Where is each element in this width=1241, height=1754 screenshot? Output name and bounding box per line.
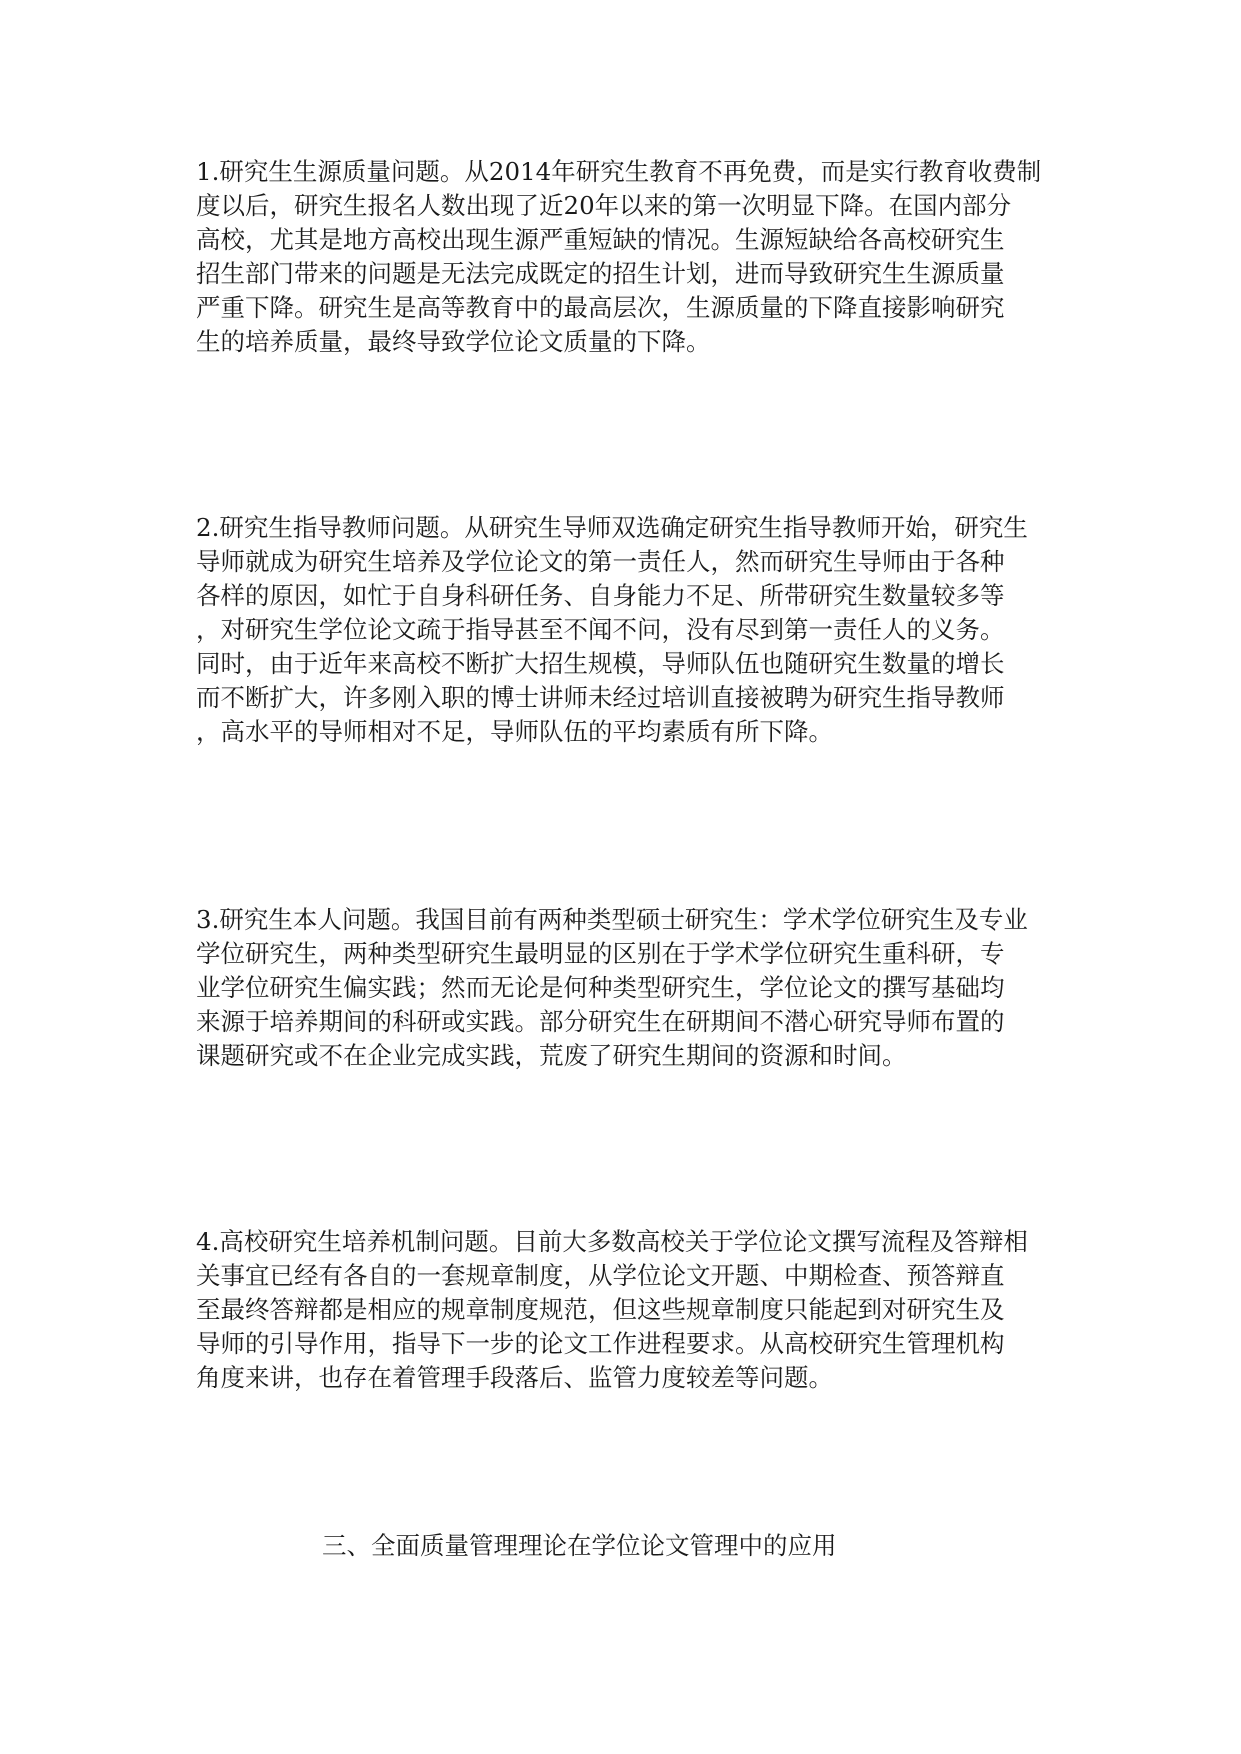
paragraph-line: 课题研究或不在企业完成实践，荒废了研究生期间的资源和时间。 <box>196 1041 907 1070</box>
paragraph-line: 3.研究生本人问题。我国目前有两种类型硕士研究生：学术学位研究生及专业 <box>196 905 1028 934</box>
paragraph-line: ，高水平的导师相对不足，导师队伍的平均素质有所下降。 <box>196 717 833 746</box>
paragraph-line: 至最终答辩都是相应的规章制度规范，但这些规章制度只能起到对研究生及 <box>196 1295 1005 1324</box>
paragraph-line: 招生部门带来的问题是无法完成既定的招生计划，进而导致研究生生源质量 <box>196 259 1005 288</box>
paragraph-line: 4.高校研究生培养机制问题。目前大多数高校关于学位论文撰写流程及答辩相 <box>196 1227 1028 1256</box>
paragraph-line: 1.研究生生源质量问题。从2014年研究生教育不再免费，而是实行教育收费制 <box>196 157 1042 186</box>
paragraph-line: 生的培养质量，最终导致学位论文质量的下降。 <box>196 327 711 356</box>
paragraph-line: ，对研究生学位论文疏于指导甚至不闻不问，没有尽到第一责任人的义务。 <box>196 615 1005 644</box>
paragraph-line: 严重下降。研究生是高等教育中的最高层次，生源质量的下降直接影响研究 <box>196 293 1005 322</box>
paragraph-line: 导师的引导作用，指导下一步的论文工作进程要求。从高校研究生管理机构 <box>196 1329 1005 1358</box>
paragraph-line: 学位研究生，两种类型研究生最明显的区别在于学术学位研究生重科研，专 <box>196 939 1005 968</box>
paragraph-student-self-issue <box>196 903 1048 1073</box>
paragraph-line: 而不断扩大，许多刚入职的博士讲师未经过培训直接被聘为研究生指导教师 <box>196 683 1005 712</box>
paragraph-line: 2.研究生指导教师问题。从研究生导师双选确定研究生指导教师开始，研究生 <box>196 513 1028 542</box>
paragraph-training-mechanism-issue <box>196 1225 1048 1395</box>
paragraph-line: 来源于培养期间的科研或实践。部分研究生在研期间不潜心研究导师布置的 <box>196 1007 1005 1036</box>
paragraph-line: 高校，尤其是地方高校出现生源严重短缺的情况。生源短缺给各高校研究生 <box>196 225 1005 254</box>
paragraph-line: 各样的原因，如忙于自身科研任务、自身能力不足、所带研究生数量较多等 <box>196 581 1005 610</box>
section-heading: 三、全面质量管理理论在学位论文管理中的应用 <box>322 1531 837 1560</box>
paragraph-line: 导师就成为研究生培养及学位论文的第一责任人，然而研究生导师由于各种 <box>196 547 1005 576</box>
paragraph-student-source-quality <box>196 155 1048 359</box>
paragraph-line: 角度来讲，也存在着管理手段落后、监管力度较差等问题。 <box>196 1363 833 1392</box>
paragraph-supervisor-issue <box>196 511 1048 749</box>
paragraph-line: 同时，由于近年来高校不断扩大招生规模，导师队伍也随研究生数量的增长 <box>196 649 1005 678</box>
paragraph-line: 度以后，研究生报名人数出现了近20年以来的第一次明显下降。在国内部分 <box>196 191 1012 220</box>
paragraph-line: 业学位研究生偏实践；然而无论是何种类型研究生，学位论文的撰写基础均 <box>196 973 1005 1002</box>
paragraph-line: 关事宜已经有各自的一套规章制度，从学位论文开题、中期检查、预答辩直 <box>196 1261 1005 1290</box>
